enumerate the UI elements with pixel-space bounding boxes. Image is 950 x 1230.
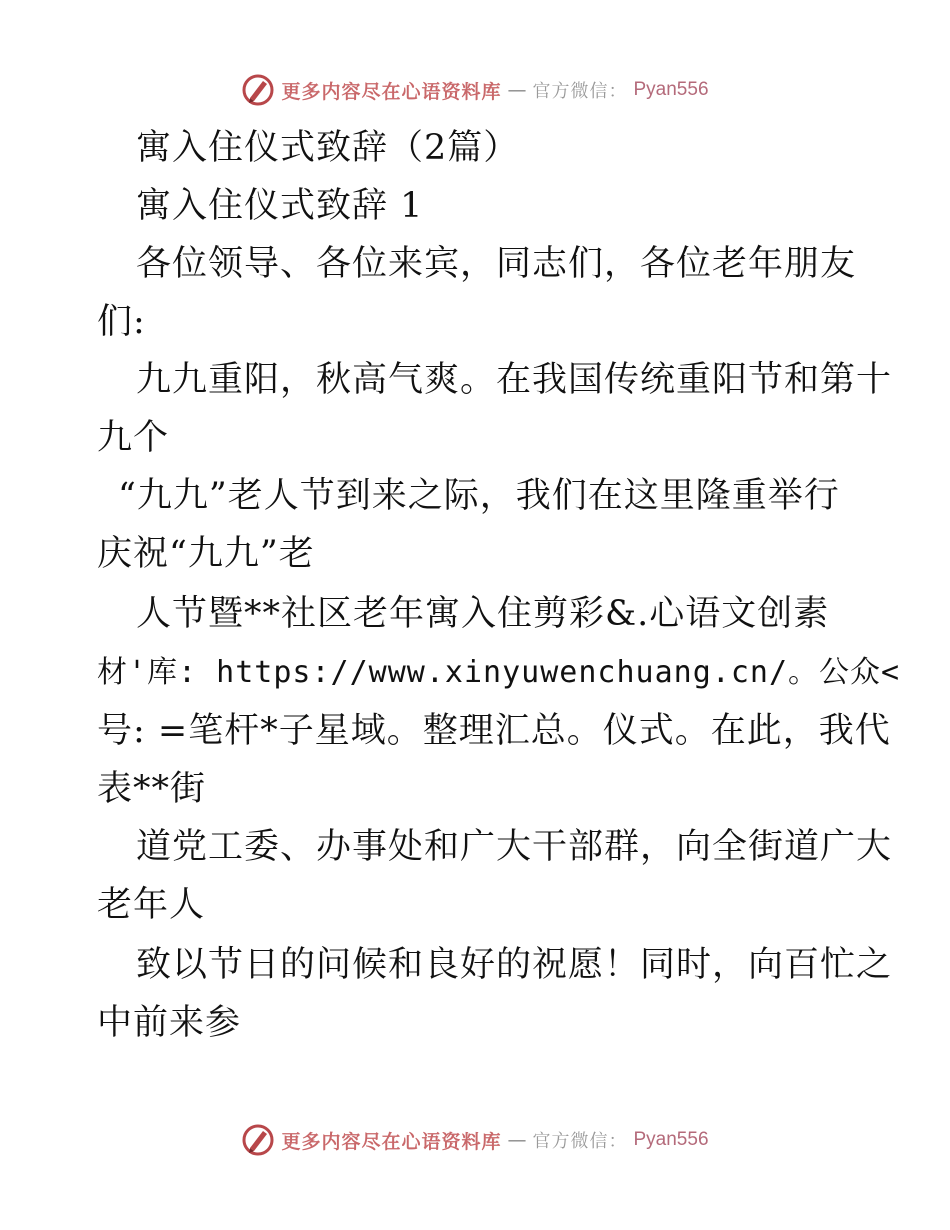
paragraph-line: 号: =笔杆*子星域。整理汇总。仪式。在此，我代 xyxy=(97,711,891,751)
paragraph-line: 们: xyxy=(97,302,146,342)
pen-logo-icon xyxy=(241,73,275,107)
paragraph-line: 庆祝“九九”老 xyxy=(97,534,315,574)
footer-wechat-id: Pyan556 xyxy=(633,1129,709,1150)
header-wechat-label: 官方微信： xyxy=(532,81,628,102)
footer-dash: — xyxy=(507,1129,527,1151)
pen-logo-icon xyxy=(241,1123,275,1157)
paragraph-line: 人节暨**社区老年寓入住剪彩&.心语文创素 xyxy=(136,594,830,634)
paragraph-line: 材'库: https://www.xinyuwenchuang.cn/。公众< xyxy=(97,655,901,690)
footer-site-text: 更多内容尽在心语资料库 xyxy=(281,1130,502,1153)
paragraph-line: 九个 xyxy=(97,418,170,458)
header-wechat-id: Pyan556 xyxy=(633,79,709,100)
paragraph-line: “九九”老人节到来之际，我们在这里隆重举行 xyxy=(118,476,840,516)
section-heading: 寓入住仪式致辞 1 xyxy=(136,186,424,226)
paragraph-line: 道党工委、办事处和广大干部群，向全街道广大 xyxy=(136,827,893,867)
paragraph-line: 致以节日的问候和良好的祝愿！同时，向百忙之 xyxy=(136,945,893,985)
paragraph-line: 中前来参 xyxy=(97,1003,242,1043)
header-dash: — xyxy=(507,79,527,101)
paragraph-line: 各位领导、各位来宾，同志们，各位老年朋友 xyxy=(136,244,857,284)
paragraph-line: 表**街 xyxy=(97,769,207,809)
paragraph-line: 九九重阳，秋高气爽。在我国传统重阳节和第十 xyxy=(136,360,893,400)
footer-wechat-label: 官方微信： xyxy=(532,1131,628,1152)
paragraph-line: 老年人 xyxy=(97,885,206,925)
header-banner xyxy=(0,70,950,110)
document-title: 寓入住仪式致辞（2篇） xyxy=(136,128,520,168)
footer-banner xyxy=(0,1120,950,1160)
header-site-text: 更多内容尽在心语资料库 xyxy=(281,80,502,103)
